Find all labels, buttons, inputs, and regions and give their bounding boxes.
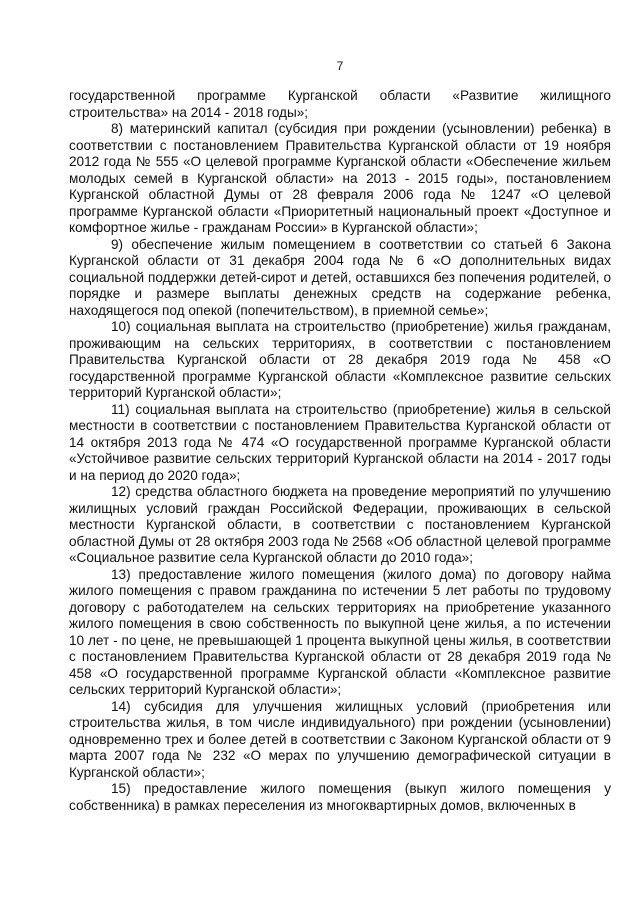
paragraph-item-10: 10) социальная выплата на строительство (приобретение) жилья гражданам, проживающим на сельских территориях, в соответствии с постановлением Правительства Курганской области от 28 декабря 2019 года № 458 «О государственной программе Курганской области «Комплексное развитие сельских территорий Курганской области»;: [69, 319, 611, 400]
paragraph-item-11: 11) социальная выплата на строительство (приобретение) жилья в сельской местности в соответствии с постановлением Правительства Курганской области от 14 октября 2013 года № 474 «О государственной программе Курганской области «Устойчивое развитие сельских территорий Курганской области на 2014 - 2017 годы и на период до 2020 года»;: [69, 401, 611, 483]
paragraph-item-13: 13) предоставление жилого помещения (жилого дома) по договору найма жилого помещения с правом гражданина по истечении 5 лет работы по трудовому договору с работодателем на сельских территориях на приобретение указанного жилого помещения в свою собственность по выкупной цене жилья, а по истечении 10 лет - по цене, не превышающей 1 процента выкупной цены жилья, в соответствии с постановлением Правительства Курганской области от 28 декабря 2019 года № 458 «О государственной программе Курганской области «Комплексное развитие сельских территорий Курганской области»;: [69, 566, 611, 697]
paragraph-continuation: государственной программе Курганской области «Развитие жилищного строительства» на 2014 - 2018 годы»;: [69, 88, 611, 120]
paragraph-item-8: 8) материнский капитал (субсидия при рождении (усыновлении) ребенка) в соответствии с постановлением Правительства Курганской области от 19 ноября 2012 года № 555 «О целевой программе Курганской области «Обеспечение жильем молодых семей в Курганской области» на 2013 - 2015 годы», постановлением Курганской областной Думы от 28 февраля 2006 года № 1247 «О целевой программе Курганской области «Приоритетный национальный проект «Доступное и комфортное жилье - гражданам России» в Курганской области»;: [69, 121, 611, 235]
paragraph-item-9: 9) обеспечение жилым помещением в соответствии со статьей 6 Закона Курганской области от 31 декабря 2004 года № 6 «О дополнительных видах социальной поддержки детей-сирот и детей, оставшихся без попечения родителей, о порядке и размере выплаты денежных средств на содержание ребенка, находящегося под опекой (попечительством), в приемной семье»;: [69, 236, 611, 318]
paragraph-item-12: 12) средства областного бюджета на проведение мероприятий по улучшению жилищных условий граждан Российской Федерации, проживающих в сельской местности Курганской области, в соответствии с постановлением Курганской областной Думы от 28 октября 2003 года № 2568 «Об областной целевой программе «Социальное развитие села Курганской области до 2010 года»;: [69, 484, 611, 565]
paragraph-item-15: 15) предоставление жилого помещения (выкуп жилого помещения у собственника) в рамках переселения из многоквартирных домов, включенных в: [69, 781, 611, 813]
page-number: 7: [336, 59, 344, 73]
paragraph-item-14: 14) субсидия для улучшения жилищных условий (приобретения или строительства жилья, в том числе индивидуального) при рождении (усыновлении) одновременно трех и более детей в соответствии с Законом Курганской области от 9 марта 2007 года № 232 «О мерах по улучшению демографической ситуации в Курганской области»;: [69, 698, 611, 780]
